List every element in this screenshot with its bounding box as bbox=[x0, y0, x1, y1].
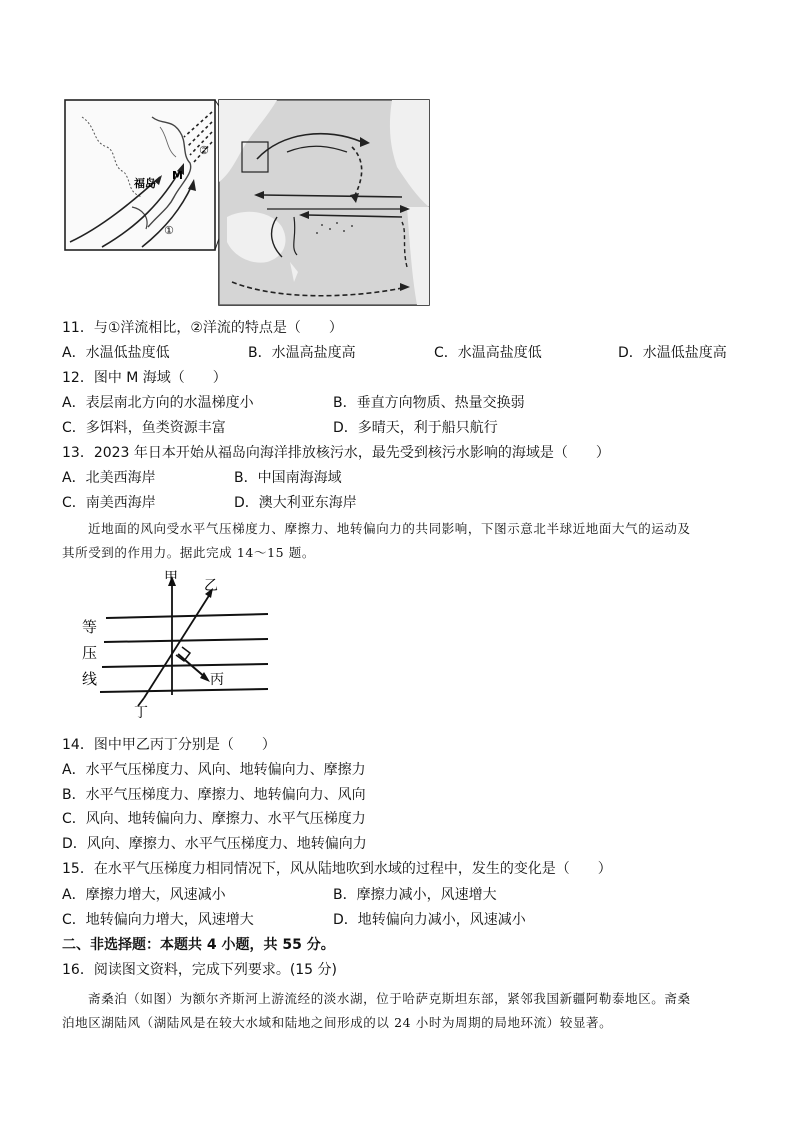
q16-stem: 16．阅读图文资料，完成下列要求。(15 分) bbox=[62, 962, 338, 978]
q16-paragraph-line2: 泊地区湖陆风（湖陆风是在较大水域和陆地之间形成的以 24 小时为周期的局地环流）较显著。 bbox=[62, 1015, 613, 1030]
q14-option-a[interactable]: A．水平气压梯度力、风向、地转偏向力、摩擦力 bbox=[62, 762, 366, 778]
section-heading: 二、非选择题：本题共 4 小题，共 55 分。 bbox=[62, 937, 335, 953]
q14-option-b[interactable]: B．水平气压梯度力、摩擦力、地转偏向力、风向 bbox=[62, 787, 366, 803]
q13-option-b[interactable]: B．中国南海海域 bbox=[234, 470, 342, 486]
label-yi: 乙 bbox=[204, 578, 218, 594]
sea-area-label-m: M bbox=[172, 169, 183, 182]
label-jia: 甲 bbox=[164, 570, 178, 586]
isobar-line bbox=[104, 639, 268, 642]
label-bing: 丙 bbox=[210, 672, 224, 688]
q13-option-d[interactable]: D．澳大利亚东海岸 bbox=[234, 495, 357, 511]
isobar-line bbox=[100, 689, 268, 692]
arrow-yi bbox=[144, 594, 210, 698]
q12-option-d[interactable]: D．多晴天，利于船只航行 bbox=[333, 420, 498, 436]
q16-paragraph-line1: 斋桑泊（如图）为额尔齐斯河上游流经的淡水湖，位于哈萨克斯坦东部，紧邻我国新疆阿勒泰地区。斋桑 bbox=[88, 991, 691, 1006]
place-label-fukushima: 福岛 bbox=[134, 177, 156, 190]
japan-inset-map bbox=[65, 100, 215, 250]
isobar-label-char-3: 线 bbox=[82, 670, 98, 688]
q13-option-a[interactable]: A．北美西海岸 bbox=[62, 470, 156, 486]
current-label-1: ① bbox=[164, 224, 174, 237]
q15-option-c[interactable]: C．地转偏向力增大，风速增大 bbox=[62, 912, 254, 928]
current-label-2: ② bbox=[199, 144, 209, 157]
q11-option-b[interactable]: B．水温高盐度高 bbox=[248, 345, 356, 361]
q15-option-a[interactable]: A．摩擦力增大，风速减小 bbox=[62, 887, 226, 903]
q14-option-c[interactable]: C．风向、地转偏向力、摩擦力、水平气压梯度力 bbox=[62, 811, 366, 827]
q11-option-a[interactable]: A．水温低盐度低 bbox=[62, 345, 170, 361]
isobar-label-char-2: 压 bbox=[82, 644, 98, 662]
isobar-label-char-1: 等 bbox=[82, 618, 98, 636]
ocean-current-map-figure bbox=[62, 97, 432, 307]
q11-option-c[interactable]: C．水温高盐度低 bbox=[434, 345, 542, 361]
q13-option-c[interactable]: C．南美西海岸 bbox=[62, 495, 156, 511]
intro-paragraph-line2: 其所受到的作用力。据此完成 14～15 题。 bbox=[62, 545, 315, 560]
q14-stem: 14．图中甲乙丙丁分别是（ ） bbox=[62, 737, 276, 753]
q11-option-d[interactable]: D．水温低盐度高 bbox=[618, 345, 727, 361]
isobar-line bbox=[106, 614, 268, 618]
wind-force-diagram bbox=[78, 570, 278, 720]
q11-stem: 11．与①洋流相比，②洋流的特点是（ ） bbox=[62, 320, 343, 336]
q12-stem: 12．图中 M 海域（ ） bbox=[62, 370, 227, 386]
q12-option-b[interactable]: B．垂直方向物质、热量交换弱 bbox=[333, 395, 525, 411]
q13-stem: 13．2023 年日本开始从福岛向海洋排放核污水，最先受到核污水影响的海域是（ ） bbox=[62, 445, 610, 461]
isobar-line bbox=[102, 664, 268, 667]
q12-option-a[interactable]: A．表层南北方向的水温梯度小 bbox=[62, 395, 254, 411]
q15-option-d[interactable]: D．地转偏向力减小，风速减小 bbox=[333, 912, 526, 928]
pacific-ocean-current-map bbox=[219, 100, 429, 305]
q12-option-c[interactable]: C．多饵料，鱼类资源丰富 bbox=[62, 420, 226, 436]
q15-stem: 15．在水平气压梯度力相同情况下，风从陆地吹到水域的过程中，发生的变化是（ ） bbox=[62, 861, 612, 877]
q14-option-d[interactable]: D．风向、摩擦力、水平气压梯度力、地转偏向力 bbox=[62, 836, 367, 852]
label-ding: 丁 bbox=[134, 705, 148, 720]
intro-paragraph-line1: 近地面的风向受水平气压梯度力、摩擦力、地转偏向力的共同影响，下图示意北半球近地面大气的运动及 bbox=[88, 521, 691, 536]
q15-option-b[interactable]: B．摩擦力减小，风速增大 bbox=[333, 887, 497, 903]
